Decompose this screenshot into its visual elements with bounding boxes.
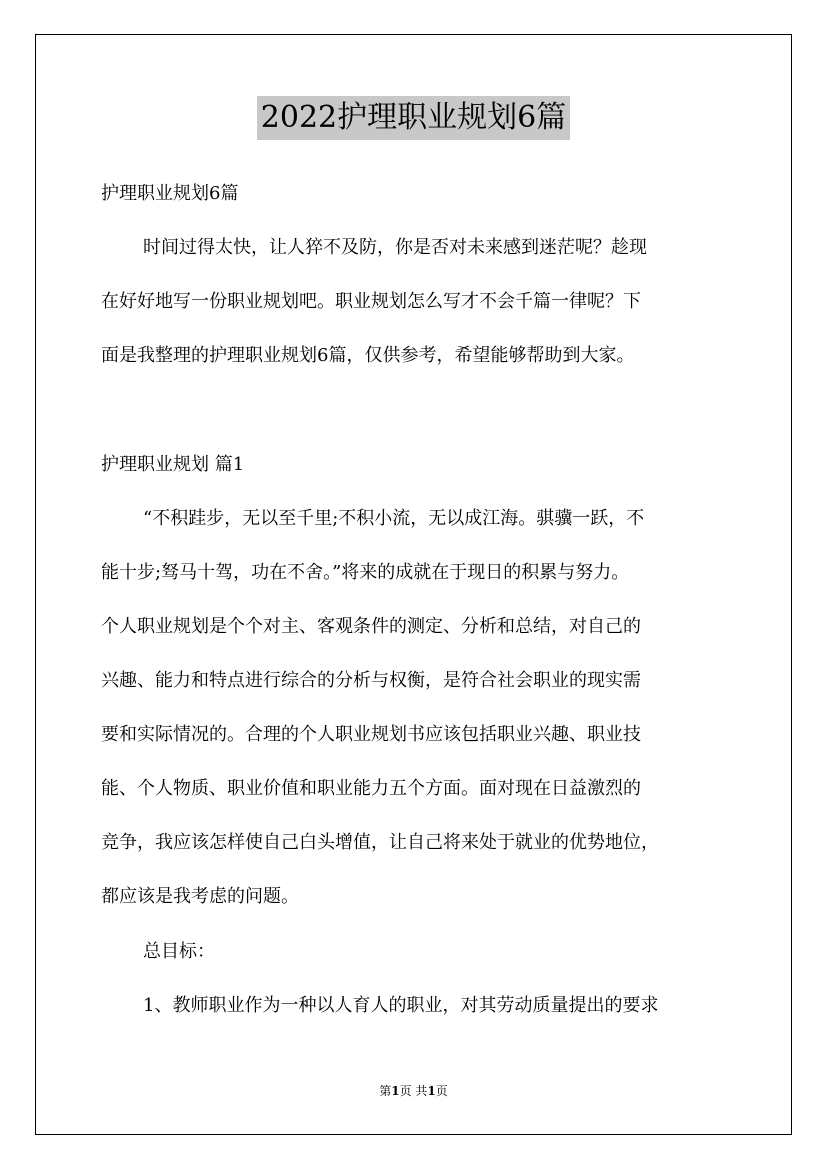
- body-line: 竞争，我应该怎样使自己白头增值，让自己将来处于就业的优势地位，: [101, 832, 659, 853]
- page-footer: [0, 1082, 827, 1099]
- subtitle: 护理职业规划6篇: [101, 183, 239, 204]
- body-line: 都应该是我考虑的问题。: [101, 886, 299, 907]
- body-line: 能、个人物质、职业价值和职业能力五个方面。面对现在日益激烈的: [101, 778, 641, 799]
- body-line: 个人职业规划是个个对主、客观条件的测定、分析和总结，对自己的: [101, 616, 641, 637]
- body-line: 要和实际情况的。合理的个人职业规划书应该包括职业兴趣、职业技: [101, 724, 641, 745]
- body-line: 兴趣、能力和特点进行综合的分析与权衡，是符合社会职业的现实需: [101, 670, 641, 691]
- body-line: “不积跬步，无以至千里;不积小流，无以成江海。骐骥一跃，不: [143, 508, 645, 529]
- current-page-number: 1: [391, 1084, 400, 1098]
- footer-mid: 页 共: [399, 1084, 428, 1098]
- title-container: [0, 96, 827, 140]
- section-heading: 护理职业规划 篇1: [101, 454, 245, 475]
- list-item: 1、教师职业作为一种以人育人的职业，对其劳动质量提出的要求: [143, 995, 659, 1016]
- intro-line: 在好好地写一份职业规划吧。职业规划怎么写才不会千篇一律呢？下: [101, 291, 641, 312]
- goal-label: 总目标：: [143, 941, 215, 962]
- intro-line: 时间过得太快，让人猝不及防，你是否对未来感到迷茫呢？趁现: [143, 237, 647, 258]
- total-page-number: 1: [427, 1084, 436, 1098]
- body-line: 能十步;驽马十驾，功在不舍。”将来的成就在于现日的积累与努力。: [101, 562, 630, 583]
- footer-suffix: 页: [435, 1084, 448, 1098]
- footer-prefix: 第: [379, 1084, 392, 1098]
- intro-line: 面是我整理的护理职业规划6篇，仅供参考，希望能够帮助到大家。: [101, 345, 635, 366]
- document-title: 2022护理职业规划6篇: [257, 96, 570, 140]
